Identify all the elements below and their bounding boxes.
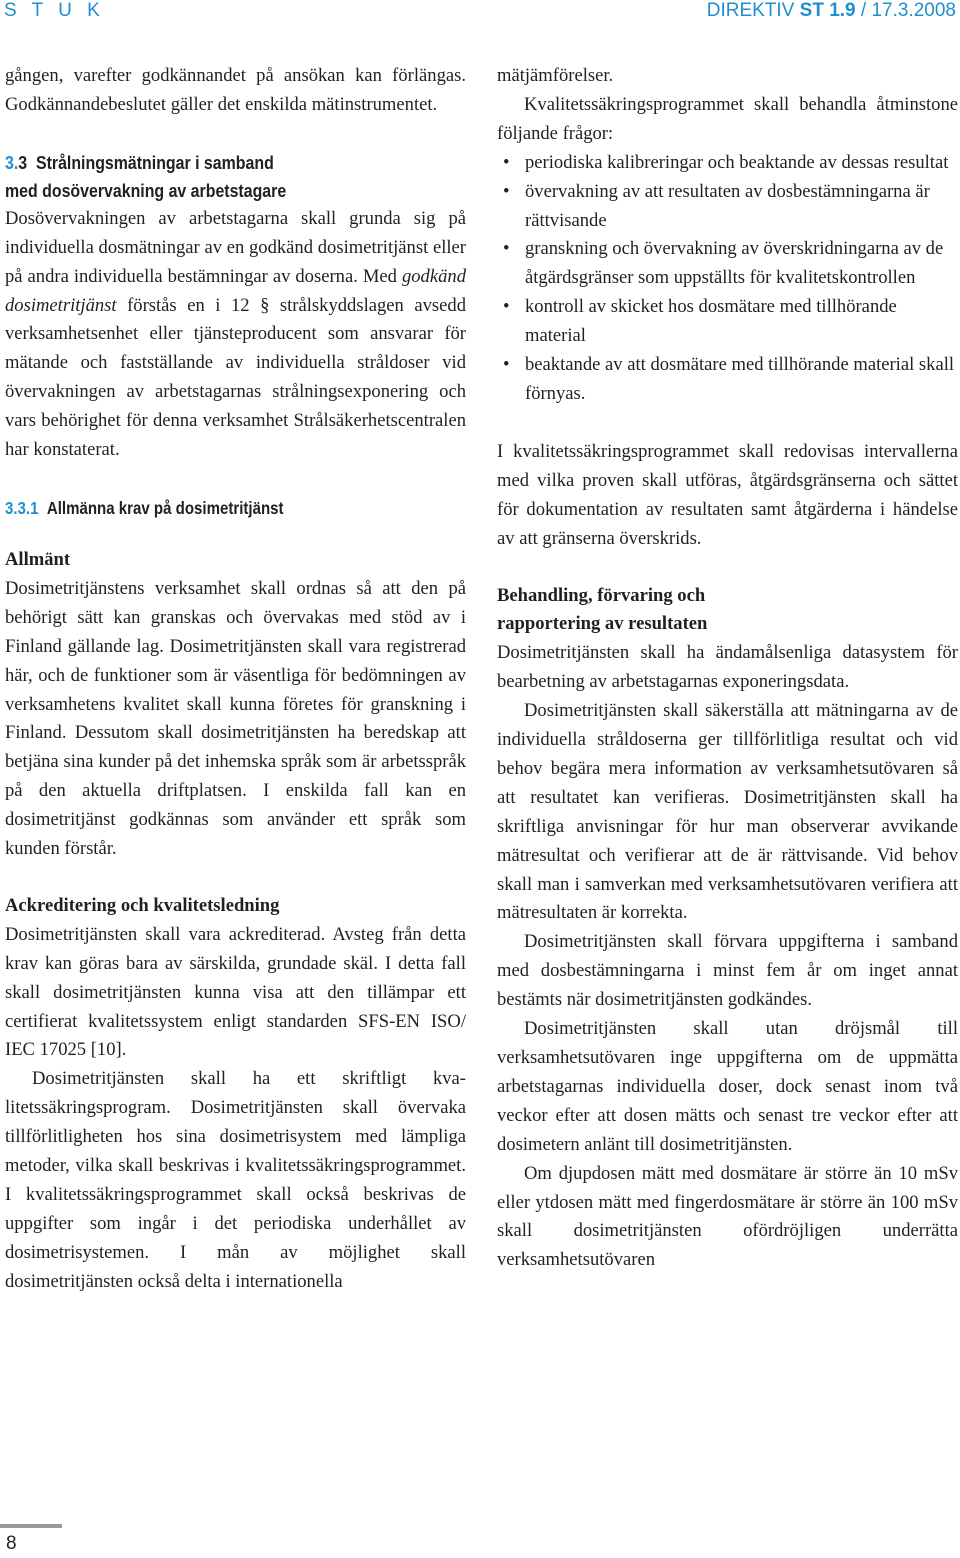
paragraph: Dosimetritjänsten skall säkerställa att mätningarna av de individuella stråldoserna ger tillförlitliga resultat och vid behov begära mera information av verksamhetsutövaren så att resultatet kan verifieras. Dosimetritjänsten skall ha skriftliga anvisningar för hur man observerar avvikande mätresultat och verifierar att de är rättvisande. Vid behov skall man i samverkan med verksamhetsutövaren verifiera att mätresultaten är korrekta.	[497, 700, 958, 924]
paragraph: Kvalitetssäkringsprogrammet skall behandla åtminstone följande frågor:	[497, 93, 958, 144]
footer-rule	[0, 1524, 62, 1528]
section-heading-3-3-1	[5, 494, 401, 522]
section-title: Allmänna krav på dosimetritjänst	[46, 497, 284, 518]
paragraph: Dosimetritjänsten skall utan dröjsmål till verksamhetsutövaren inge uppgifterna om de uppmätta arbetstagarnas individuella doser, dock senast inom två veckor efter att dosen mätts och senast tre veckor efter att dosimetern anlänt till dosimetritjänsten.	[497, 1018, 958, 1155]
page-number: 8	[6, 1533, 17, 1554]
section-title-line1: Strålningsmätningar i samband	[35, 151, 274, 173]
paragraph: Om djupdosen mätt med dosmätare är större än 10 mSv eller ytdosen mätt med fingerdosmätare är större än 100 mSv skall dosimetritjänsten ofördröjligen underrätta verksamhetsutövaren	[497, 1162, 958, 1271]
directive-reference	[707, 0, 956, 22]
heading-allmant: Allmänt	[5, 548, 71, 570]
term-emphasis: godkänd dosimetritjänst	[5, 265, 466, 316]
section-number-suffix: 3	[18, 151, 28, 173]
paragraph: gången, varefter godkännandet på ansökan kan förlängas. Godkännandebeslutet gäller det enskilda mätinstrumentet.	[5, 65, 466, 115]
paragraph: I kvalitetssäkringsprogrammet skall redovisas intervallerna med vilka proven skall utföras, åtgärdsgränserna och sättet för dokumentation av resultaten samt åtgärderna i händelse av att gränserna överskrids.	[497, 440, 958, 549]
directive-prefix: DIREKTIV	[706, 0, 800, 21]
quality-program-list	[497, 149, 958, 409]
page-header	[0, 0, 960, 26]
section-title-line2: med dosövervakning av arbetstagare	[5, 179, 287, 201]
list-item: • kontroll av skicket hos dosmätare med tillhörande material	[497, 293, 958, 351]
paragraph: Dosimetritjänsten skall förvara uppgifterna i samband med dosbestämningarna i minst fem år om inget annat bestämts när dosimetritjänsten godkändes.	[497, 931, 958, 1011]
right-column	[497, 62, 958, 1275]
section-heading-3-3	[5, 149, 401, 205]
section-number-prefix: 3.	[5, 151, 19, 173]
section-number: 3.3.1	[5, 497, 39, 518]
paragraph-text: Dosövervakningen av arbetstagarna skall grunda sig på individuella dosmätningar av en godkänd dosimetritjänst eller på andra individuella bestämningar av doserna. Med	[5, 207, 466, 287]
directive-code: ST 1.9	[799, 0, 856, 21]
list-item: • övervakning av att resultaten av dosbestämningarna är rättvisande	[497, 178, 958, 236]
paragraph: Dosimetritjänstens verksamhet skall ordnas så att den på behörigt sätt kan granskas och övervakas med stöd av i Finland gällande lag. Dosimetritjänsten skall vara registrerad här, och de funktioner som är väsentliga för bedömningen av verksamhetens kvalitet skall kunna företes för granskning i Finland. Dessutom skall dosimetritjänsten ha beredskap att betjäna sina kunder på det inhemska språk som är arbetsspråk på den aktuella driftplatsen. I enskilda fall kan en dosimetritjänst godkännas som använder ett språk som kunden förstår.	[5, 577, 466, 860]
paragraph: Dosimetritjänsten skall ha ett skriftligt kvalitetssäkringsprogram. Dosimetritjänsten skall övervaka tillförlitligheten hos sina dosimetrisystem med lämpliga metoder, vilka skall beskrivas i kvalitetssäkringsprogrammet. I kvalitetssäkringsprogrammet skall också beskrivas de uppgifter som ingår i det periodiska underhållet av dosimetrisystemen. I mån av möjlighet skall dosimetritjänsten också delta i internationella	[5, 1068, 466, 1292]
left-column	[5, 62, 466, 1297]
list-item: • beaktande av att dosmätare med tillhörande material skall förnyas.	[497, 351, 958, 409]
paragraph	[5, 205, 466, 465]
heading-line: Behandling, förvaring och	[497, 584, 706, 606]
heading-behandling	[497, 582, 958, 640]
paragraph: Dosimetritjänsten skall vara ackrediterad. Avsteg från detta krav kan göras bara av särskilda, grundade skäl. I detta fall skall dosimetritjänsten kunna visa att den tillämpar ett certifierat kvalitetssystem enligt standarden SFS-EN ISO/ IEC 17025 [10].	[5, 923, 466, 1061]
paragraph-text: förstås en i 12 § strålskyddslagen avsedd verksamhetsenhet eller tjänsteproducent som ansvarar för mätande och fastställande av individuella stråldoser vid övervakningen av arbetstagarnas strålningsexponering och vars behörighet för denna verksamhet Strålsäkerhetscentralen har konstaterat.	[5, 294, 466, 461]
directive-date: / 17.3.2008	[855, 0, 956, 21]
paragraph: Dosimetritjänsten skall ha ändamålsenliga datasystem för bearbetning av arbetstagarnas exponeringsdata.	[497, 642, 958, 693]
list-item: • granskning och övervakning av överskridningarna av de åtgärdsgränser som uppställts för kvalitetskontrollen	[497, 235, 958, 293]
paragraph: mätjämförelser.	[497, 65, 614, 86]
publisher-brand: S T U K	[4, 0, 105, 21]
heading-line: rapportering av resultaten	[497, 613, 708, 635]
list-item: • periodiska kalibreringar och beaktande av dessas resultat	[497, 149, 958, 178]
heading-ackreditering: Ackreditering och kvalitetsledning	[5, 894, 280, 916]
